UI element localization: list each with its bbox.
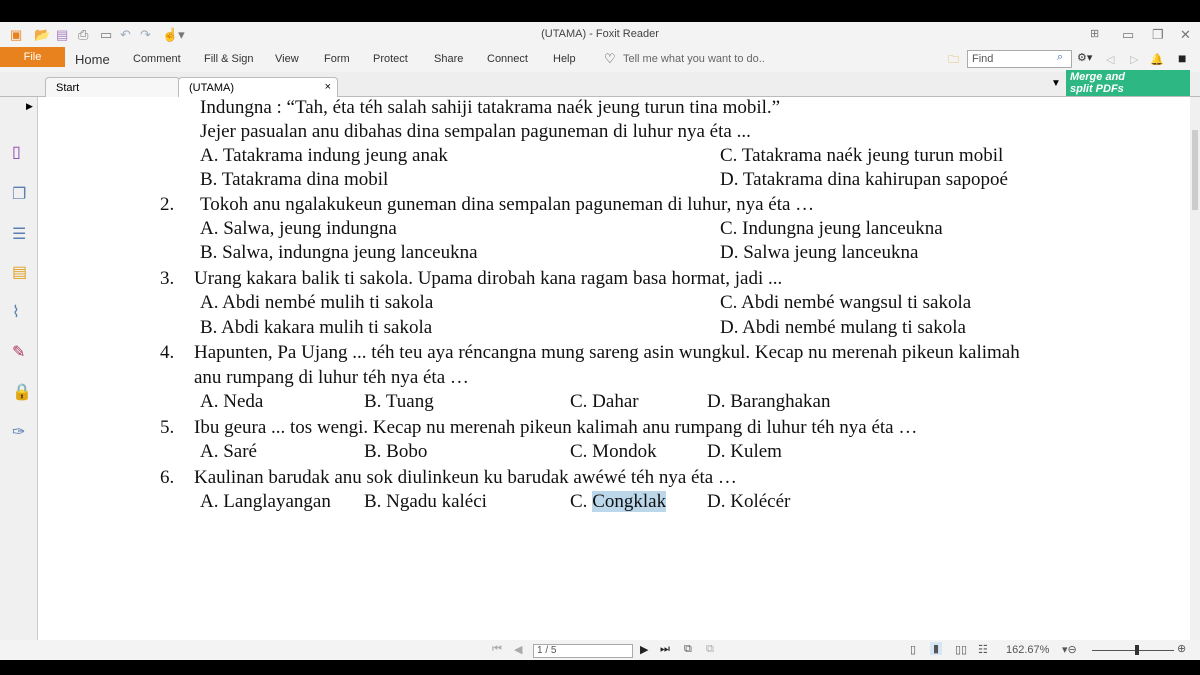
option: A. Salwa, jeung indungna <box>200 218 397 239</box>
app-logo-icon: ▣ <box>10 27 23 42</box>
promo-line: split PDFs <box>1070 83 1124 95</box>
continuous-page-icon[interactable]: ▮ <box>930 642 942 655</box>
question-number: 5. <box>160 417 175 438</box>
zoom-dropdown-icon[interactable]: ▾⊖ <box>1062 644 1077 656</box>
option-letter: C. <box>570 491 593 512</box>
tab-bar <box>0 72 1200 97</box>
single-page-icon[interactable]: ▯ <box>910 644 917 656</box>
option: A. Langlayangan <box>200 491 331 512</box>
menu-help[interactable]: Help <box>553 53 576 65</box>
option: D. Kulem <box>707 441 782 462</box>
pages-icon[interactable]: ❐ <box>12 186 27 203</box>
zoom-in-icon[interactable]: ⊕ <box>1177 643 1187 655</box>
restore-button[interactable]: ❐ <box>1152 27 1164 42</box>
page-view-icon[interactable]: ⧉ <box>706 643 714 655</box>
option: D. Baranghakan <box>707 391 831 412</box>
option: B. Tuang <box>364 391 434 412</box>
minimize-button[interactable]: ▭ <box>1122 27 1135 42</box>
prev-page-icon[interactable]: ◀ <box>514 644 523 656</box>
hand-tool-icon[interactable]: ☝▾ <box>162 27 185 42</box>
lock-icon[interactable]: 🔒 <box>12 384 32 401</box>
option: C. Tatakrama naék jeung turun mobil <box>720 145 1004 166</box>
tools-icon[interactable]: ✑ <box>12 424 26 441</box>
search-icon[interactable]: ⌕ <box>1057 51 1064 63</box>
promo-line: Merge and <box>1070 71 1126 83</box>
option: C. Dahar <box>570 391 639 412</box>
option: B. Abdi kakara mulih ti sakola <box>200 317 433 338</box>
question-number: 4. <box>160 342 175 363</box>
question-text: Tokoh anu ngalakukeun guneman dina sempalan paguneman di luhur, nya éta … <box>200 194 815 215</box>
menu-comment[interactable]: Comment <box>133 53 181 65</box>
page-number-input[interactable]: 1 / 5 <box>533 644 633 658</box>
option: A. Saré <box>200 441 257 462</box>
dialog-line: Indungna : “Tah, éta téh salah sahiji tatakrama naék jeung turun tina mobil.” <box>200 97 781 118</box>
question-text: Urang kakara balik ti sakola. Upama dirobah kana ragam basa hormat, jadi ... <box>194 268 783 289</box>
find-input[interactable]: Find <box>967 50 1072 68</box>
question-text: Ibu geura ... tos wengi. Kecap nu merenah pikeun kalimah anu rumpang di luhur téh nya éta … <box>194 417 918 438</box>
save-icon[interactable]: ▤ <box>56 27 69 42</box>
file-menu[interactable]: File <box>0 47 65 67</box>
menu-fill-sign[interactable]: Fill & Sign <box>204 53 254 65</box>
print-icon[interactable]: ⎙ <box>78 27 89 42</box>
user-icon[interactable]: ■ <box>1178 50 1187 66</box>
open-icon[interactable]: 📂 <box>34 27 51 42</box>
merge-split-promo[interactable] <box>1066 70 1190 96</box>
next-page-icon[interactable]: ▶ <box>640 644 649 656</box>
left-sidebar <box>0 97 38 640</box>
question-number: 3. <box>160 268 175 289</box>
comments-icon[interactable]: ▤ <box>12 264 28 281</box>
status-bar <box>0 640 1200 660</box>
layout-icon[interactable]: ⊞ <box>1090 28 1100 40</box>
menu-form[interactable]: Form <box>324 53 350 65</box>
option: D. Salwa jeung lanceukna <box>720 242 919 263</box>
option: D. Kolécér <box>707 491 791 512</box>
menu-protect[interactable]: Protect <box>373 53 408 65</box>
option: D. Tatakrama dina kahirupan sapopoé <box>720 169 1008 190</box>
option: A. Neda <box>200 391 264 412</box>
question-text: Kaulinan barudak anu sok diulinkeun ku barudak awéwé téh nya éta … <box>194 467 737 488</box>
zoom-slider[interactable] <box>1092 650 1174 651</box>
selected-text[interactable]: Congklak <box>592 491 667 512</box>
tab-label: Start <box>56 82 80 94</box>
attachments-icon[interactable]: ⌇ <box>12 304 20 321</box>
close-tab-icon[interactable]: × <box>324 81 331 93</box>
window-title: (UTAMA) - Foxit Reader <box>541 28 659 40</box>
option: B. Ngadu kaléci <box>364 491 487 512</box>
expand-arrow-icon[interactable]: ▶ <box>26 101 33 111</box>
question-number: 6. <box>160 467 175 488</box>
tell-me-input[interactable]: Tell me what you want to do.. <box>623 53 765 65</box>
tab-label: (UTAMA) <box>189 82 235 94</box>
close-button[interactable]: ✕ <box>1180 27 1191 42</box>
option: B. Bobo <box>364 441 428 462</box>
option: A. Abdi nembé mulih ti sakola <box>200 292 434 313</box>
tab-start[interactable] <box>45 77 180 97</box>
question-stem: Jejer pasualan anu dibahas dina sempalan paguneman di luhur nya éta ... <box>200 121 751 142</box>
document-page <box>38 97 1190 640</box>
option: D. Abdi nembé mulang ti sakola <box>720 317 966 338</box>
option: A. Tatakrama indung jeung anak <box>200 145 448 166</box>
zoom-level[interactable]: 162.67% <box>1006 644 1050 656</box>
ribbon <box>0 47 1200 72</box>
option: B. Salwa, indungna jeung lanceukna <box>200 242 478 263</box>
option: B. Tatakrama dina mobil <box>200 169 389 190</box>
tab-utama[interactable] <box>178 77 338 97</box>
forward-icon[interactable]: ▷ <box>1130 54 1139 66</box>
option: C. Indungna jeung lanceukna <box>720 218 943 239</box>
title-bar <box>0 22 1200 47</box>
zoom-slider-handle[interactable] <box>1135 645 1139 655</box>
rotate-view-icon[interactable]: ⧉ <box>684 643 692 655</box>
menu-share[interactable]: Share <box>434 53 464 65</box>
find-folder-icon: 🗀 <box>948 54 959 66</box>
menu-home[interactable]: Home <box>75 52 110 67</box>
question-text: anu rumpang di luhur téh nya éta … <box>194 367 469 388</box>
email-icon[interactable]: ▭ <box>100 27 113 42</box>
redo-icon[interactable]: ↷ <box>140 27 151 42</box>
back-icon[interactable]: ◁ <box>1106 54 1115 66</box>
continuous-facing-icon[interactable]: ☷ <box>978 644 988 656</box>
lightbulb-icon: ♡ <box>604 51 616 66</box>
gear-icon[interactable]: ⚙▾ <box>1077 52 1093 64</box>
signature-icon[interactable]: ✎ <box>12 344 26 361</box>
menu-connect[interactable]: Connect <box>487 53 528 65</box>
last-page-icon[interactable]: ⏭ <box>660 643 670 655</box>
undo-icon[interactable]: ↶ <box>120 27 131 42</box>
option <box>570 491 666 513</box>
question-number: 2. <box>160 194 175 215</box>
question-text: Hapunten, Pa Ujang ... téh teu aya réncangna mung sareng asin wungkul. Kecap nu merenah pikeun kalimah <box>194 342 1020 363</box>
first-page-icon[interactable]: ⏮ <box>492 643 502 655</box>
scrollbar-thumb[interactable] <box>1192 130 1198 210</box>
option: C. Mondok <box>570 441 657 462</box>
option: C. Abdi nembé wangsul ti sakola <box>720 292 972 313</box>
bookmark-icon[interactable]: ▯ <box>12 144 21 161</box>
menu-view[interactable]: View <box>275 53 299 65</box>
layers-icon[interactable]: ☰ <box>12 226 27 243</box>
tab-list-dropdown-icon[interactable]: ▼ <box>1051 78 1061 89</box>
bell-icon[interactable]: 🔔 <box>1150 54 1164 66</box>
facing-page-icon[interactable]: ▯▯ <box>955 644 968 656</box>
